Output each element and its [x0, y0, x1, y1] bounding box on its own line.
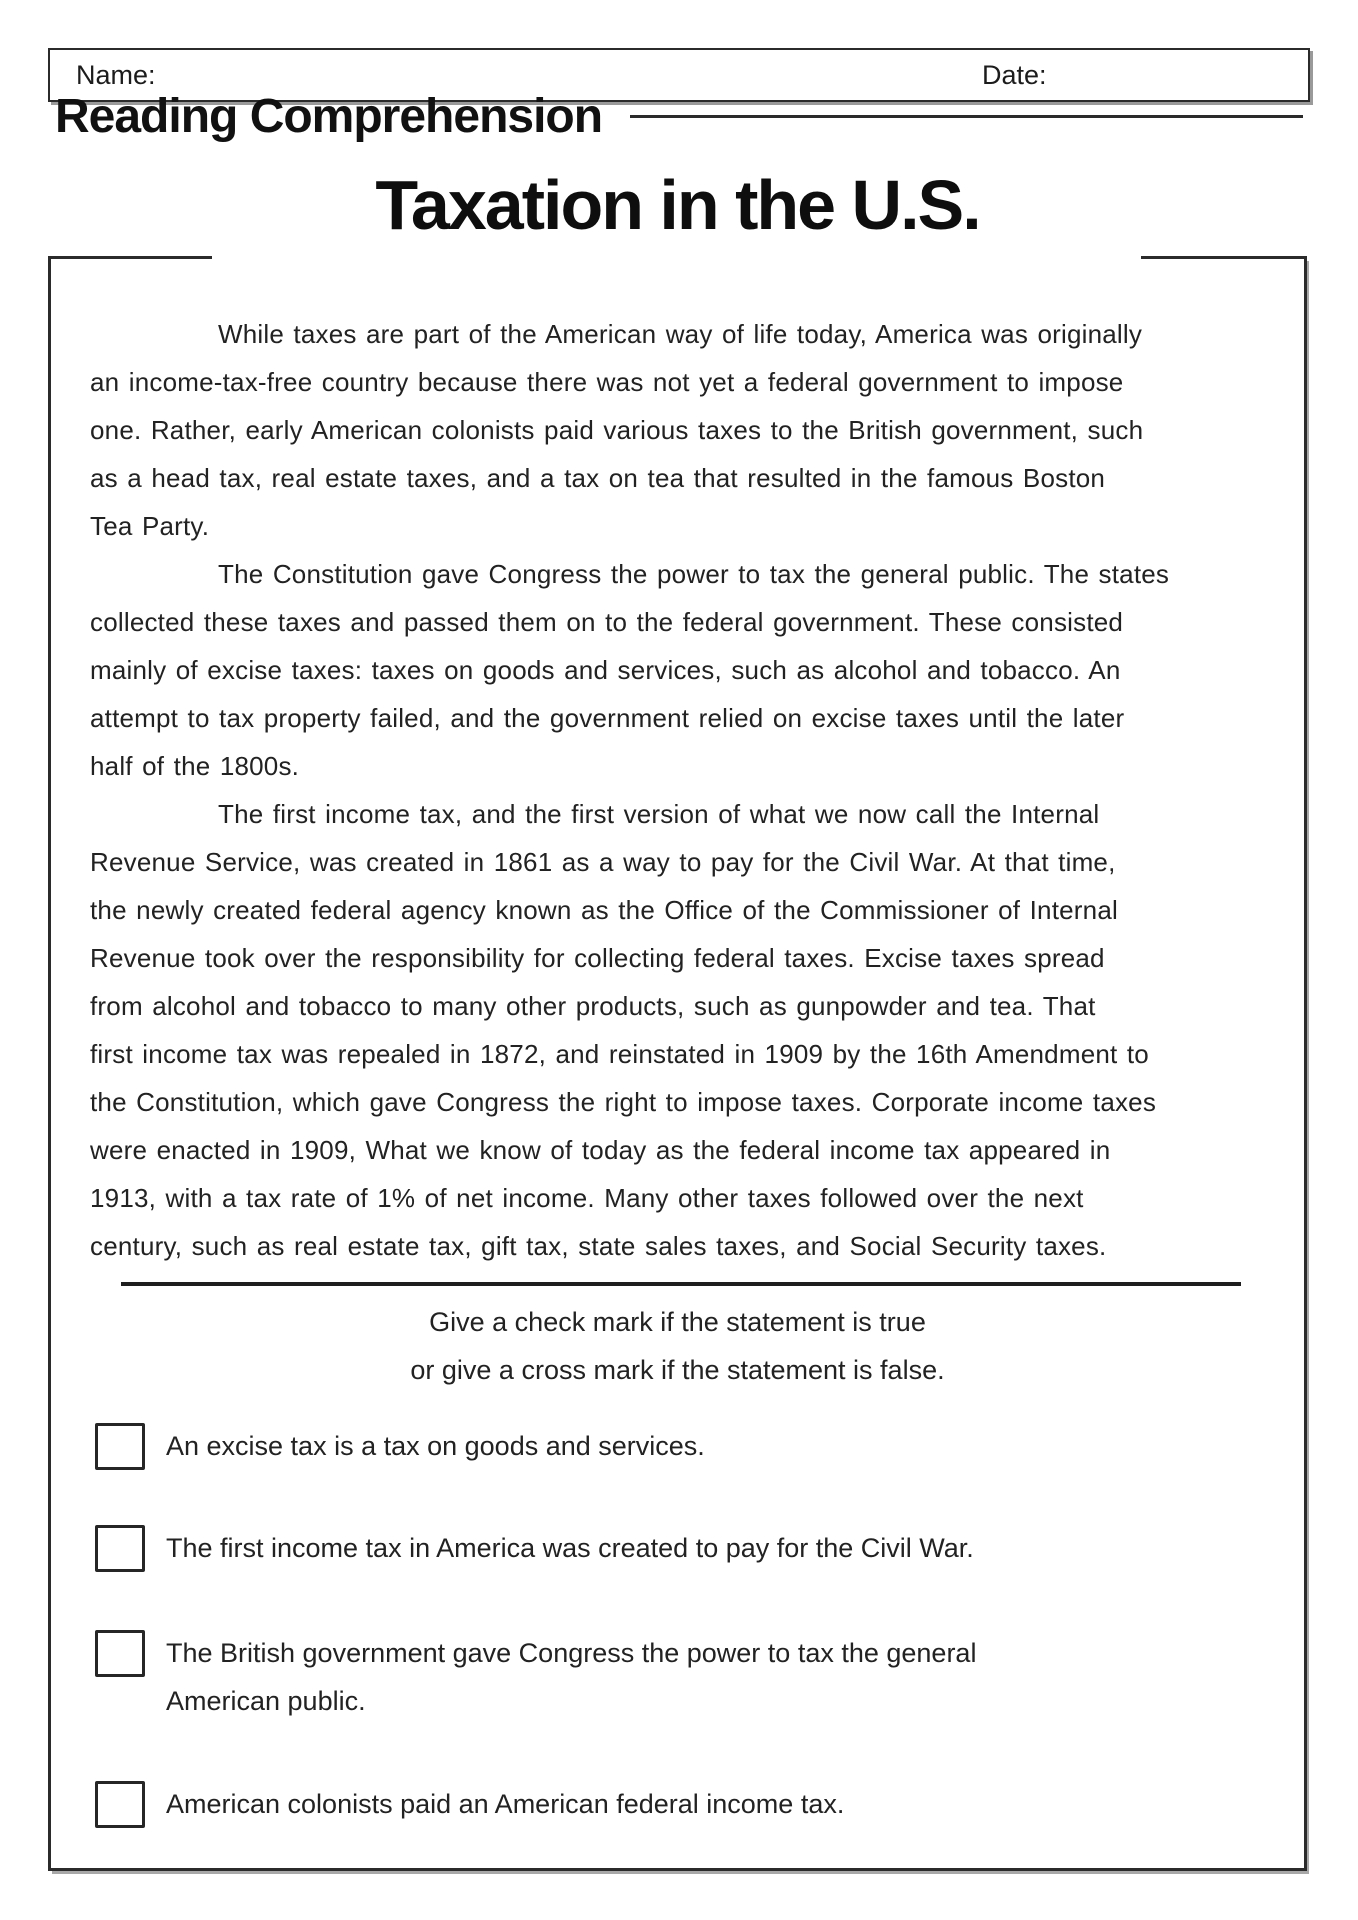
worksheet-title: Taxation in the U.S.: [320, 155, 1034, 255]
passage-line: attempt to tax property failed, and the government relied on excise taxes until the later: [90, 703, 1125, 733]
passage-line: The Constitution gave Congress the power to tax the general public. The states: [218, 559, 1170, 589]
statement-checkbox[interactable]: [95, 1781, 145, 1828]
passage-line: one. Rather, early American colonists paid various taxes to the British government, such: [90, 415, 1144, 445]
statement-checkbox[interactable]: [95, 1525, 145, 1572]
worksheet-box: [48, 166, 1307, 1871]
passage-line: Revenue Service, was created in 1861 as a way to pay for the Civil War. At that time,: [90, 847, 1116, 877]
instructions: [51, 1298, 1304, 1394]
statement-text: [166, 1524, 974, 1572]
name-label: Name:: [76, 59, 156, 90]
passage-line: as a head tax, real estate taxes, and a tax on tea that resulted in the famous Boston: [90, 463, 1106, 493]
section-heading-row: [55, 86, 1303, 146]
passage-line: While taxes are part of the American way of life today, America was originally: [218, 319, 1143, 349]
reading-comprehension-heading: Reading Comprehension: [55, 89, 603, 143]
statement-checkbox[interactable]: [95, 1423, 145, 1470]
statement-text: [166, 1780, 844, 1828]
date-label: Date:: [982, 59, 1047, 90]
passage-line: were enacted in 1909, What we know of today as the federal income tax appeared in: [90, 1135, 1111, 1165]
passage: [90, 310, 1280, 1270]
statement-text: [166, 1422, 705, 1470]
passage-line: The first income tax, and the first version of what we now call the Internal: [218, 799, 1100, 829]
passage-line: collected these taxes and passed them on to the federal government. These consisted: [90, 607, 1124, 637]
passage-line: mainly of excise taxes: taxes on goods and services, such as alcohol and tobacco. An: [90, 655, 1121, 685]
instruction-line-2: or give a cross mark if the statement is false.: [410, 1355, 945, 1385]
passage-line: half of the 1800s.: [90, 751, 300, 781]
statement-line: American public.: [166, 1686, 366, 1716]
title-border-gap: [212, 256, 1141, 259]
statement-item: [95, 1780, 844, 1828]
statement-item: [95, 1629, 976, 1725]
passage-line: 1913, with a tax rate of 1% of net income. Many other taxes followed over the next: [90, 1183, 1084, 1213]
passage-line: first income tax was repealed in 1872, and reinstated in 1909 by the 16th Amendment to: [90, 1039, 1149, 1069]
statement-item: [95, 1524, 974, 1572]
heading-rule: [630, 115, 1303, 118]
statement-text: [166, 1629, 976, 1725]
statement-item: [95, 1422, 705, 1470]
passage-line: Revenue took over the responsibility for collecting federal taxes. Excise taxes spread: [90, 943, 1105, 973]
instruction-line-1: Give a check mark if the statement is true: [429, 1307, 926, 1337]
statement-line: American colonists paid an American federal income tax.: [166, 1789, 845, 1819]
statement-checkbox[interactable]: [95, 1630, 145, 1677]
passage-line: century, such as real estate tax, gift tax, state sales taxes, and Social Security taxes.: [90, 1231, 1107, 1261]
statement-line: The British government gave Congress the power to tax the general: [166, 1638, 977, 1668]
section-divider: [121, 1282, 1241, 1286]
passage-line: the Constitution, which gave Congress the right to impose taxes. Corporate income taxes: [90, 1087, 1157, 1117]
statement-line: The first income tax in America was created to pay for the Civil War.: [166, 1533, 974, 1563]
passage-line: an income-tax-free country because there was not yet a federal government to impose: [90, 367, 1124, 397]
passage-line: Tea Party.: [90, 511, 210, 541]
passage-line: from alcohol and tobacco to many other products, such as gunpowder and tea. That: [90, 991, 1096, 1021]
statement-line: An excise tax is a tax on goods and services.: [166, 1431, 705, 1461]
passage-line: the newly created federal agency known as the Office of the Commissioner of Internal: [90, 895, 1118, 925]
